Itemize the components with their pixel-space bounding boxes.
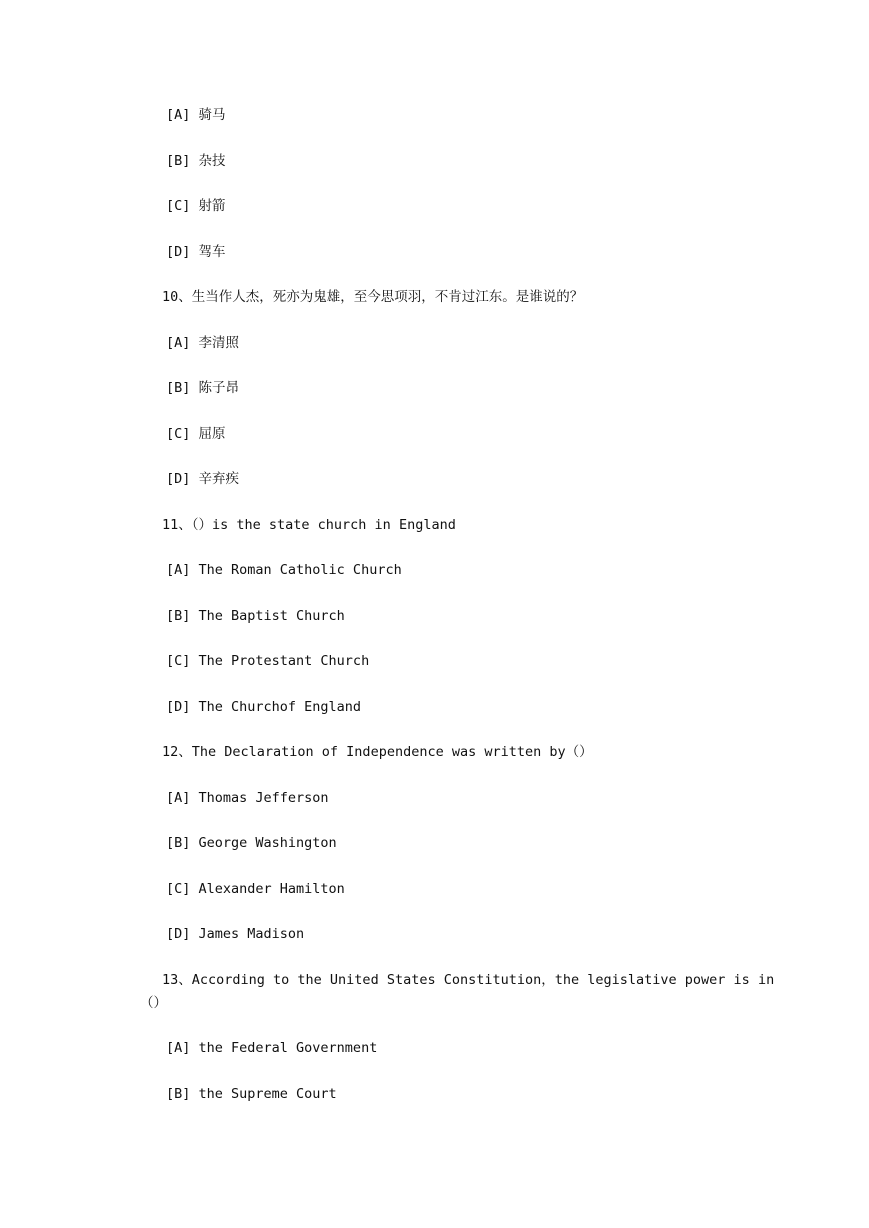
q10-question: 10、生当作人杰，死亦为鬼雄，至今思项羽，不肯过江东。是谁说的？ <box>162 289 584 305</box>
q9-option-d: [D] 驾车 <box>166 244 226 260</box>
q12-option-c: [C] Alexander Hamilton <box>166 881 345 897</box>
q13-option-a: [A] the Federal Government <box>166 1040 378 1056</box>
q12-question: 12、The Declaration of Independence was written by（） <box>162 744 593 760</box>
q12-option-d: [D] James Madison <box>166 926 305 942</box>
q11-option-a: [A] The Roman Catholic Church <box>166 562 402 578</box>
q12-option-a: [A] Thomas Jefferson <box>166 790 329 806</box>
q11-question: 11、（）is the state church in England <box>162 517 456 533</box>
q10-option-b: [B] 陈子昂 <box>166 380 240 396</box>
q9-option-a: [A] 骑马 <box>166 107 226 123</box>
q9-option-c: [C] 射箭 <box>166 198 226 214</box>
q10-option-c: [C] 屈原 <box>166 426 226 442</box>
q13-option-b: [B] the Supreme Court <box>166 1086 337 1102</box>
q11-option-c: [C] The Protestant Church <box>166 653 370 669</box>
q13-question-line2: （） <box>140 995 167 1011</box>
q9-option-b: [B] 杂技 <box>166 153 226 169</box>
q13-question-line1: 13、According to the United States Constitution，the legislative power is in <box>162 972 775 988</box>
q10-option-a: [A] 李清照 <box>166 335 240 351</box>
q10-option-d: [D] 辛弃疾 <box>166 471 240 487</box>
q11-option-d: [D] The Churchof England <box>166 699 362 715</box>
q11-option-b: [B] The Baptist Church <box>166 608 345 624</box>
q12-option-b: [B] George Washington <box>166 835 337 851</box>
